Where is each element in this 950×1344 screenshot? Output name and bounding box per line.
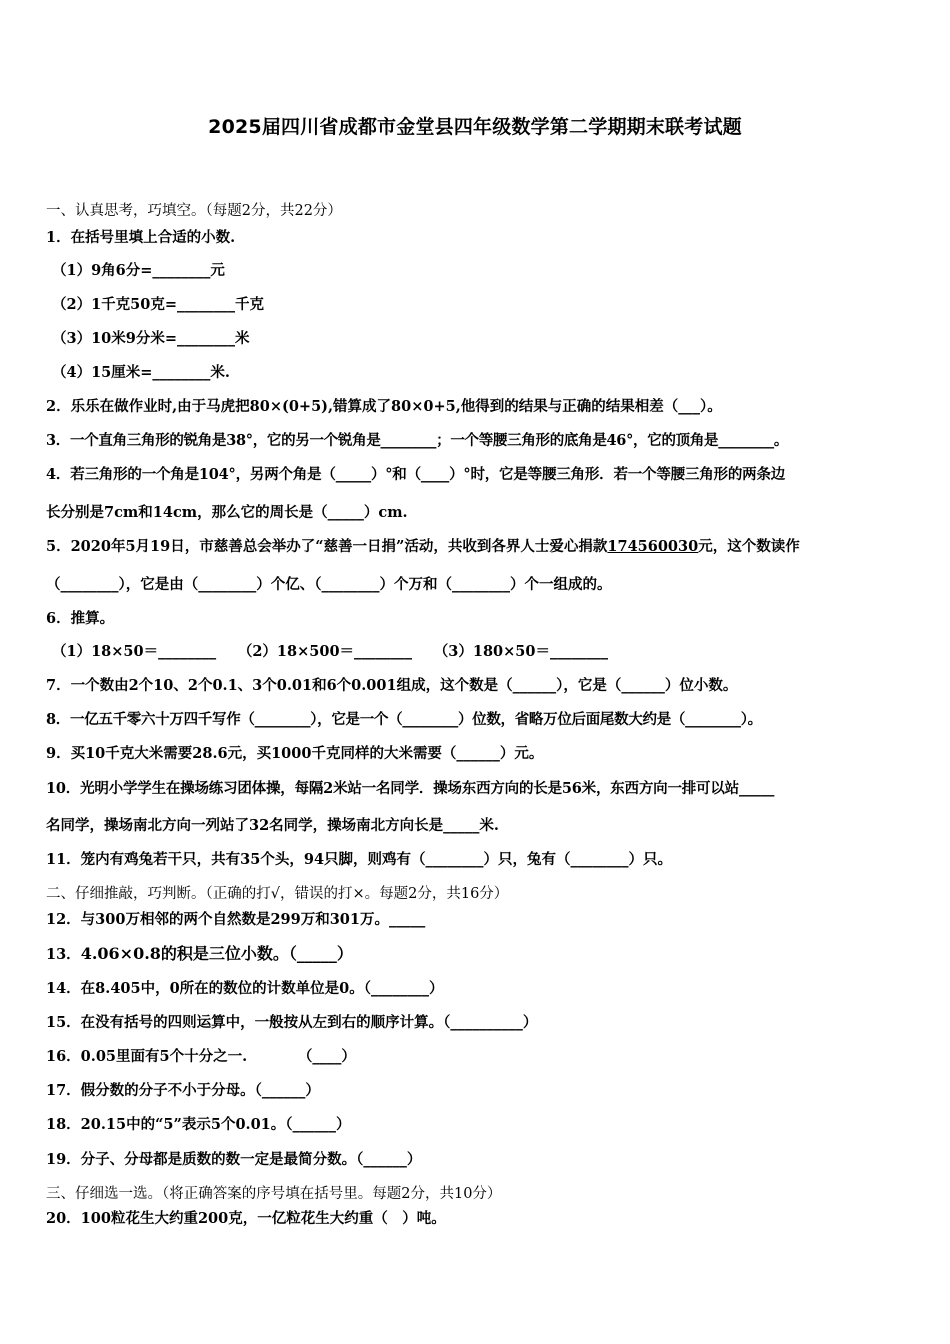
question-2: 2．乐乐在做作业时,由于马虎把80×(0+5),错算成了80×0+5,他得到的结果与正确的结果相差（___）。 [46,398,722,415]
question-19: 19．分子、分母都是质数的数一定是最简分数。（______） [46,1151,422,1168]
question-11: 11．笼内有鸡兔若干只，共有35个头，94只脚，则鸡有（________）只，兔有（________）只。 [46,851,673,868]
question-4-line-2: 长分别是7cm和14cm，那么它的周长是（_____）cm. [46,504,408,521]
question-10-line-1: 10．光明小学学生在操场练习团体操，每隔2米站一名同学．操场东西方向的长是56米，东西方向一排可以站_____ [46,780,775,797]
question-1-part-1: （1）9角6分=________元 [52,262,225,279]
question-5-text-end: 元，这个数读作 [698,538,800,555]
question-13-number: 13． [46,946,81,963]
question-10-line-2: 名同学，操场南北方向一列站了32名同学，操场南北方向长是_____米. [46,817,499,834]
question-1: 1．在括号里填上合适的小数. [46,229,236,246]
question-3: 3．一个直角三角形的锐角是38°，它的另一个锐角是________；一个等腰三角形的底角是46°，它的顶角是________。 [46,432,789,449]
question-17: 17．假分数的分子不小于分母。（______） [46,1082,320,1099]
section-3-heading: 三、仔细选一选。（将正确答案的序号填在括号里。每题2分，共10分） [46,1186,502,1202]
question-5-text-start: 5．2020年5月19日，市慈善总会举办了“慈善一日捐”活动，共收到各界人士爱心捐款 [46,538,608,555]
question-14: 14．在8.405中，0所在的数位的计数单位是0。（________） [46,980,444,997]
question-16: 16．0.05里面有5个十分之一. （____） [46,1048,356,1065]
question-6: 6．推算。 [46,610,115,627]
question-8: 8．一亿五千零六十万四千写作（________），它是一个（________）位数，省略万位后面尾数大约是（________）。 [46,711,762,728]
question-5-line-1 [46,538,920,556]
section-2-heading: 二、仔细推敲，巧判断。（正确的打√，错误的打×。每题2分，共16分） [46,886,509,902]
question-13-text: 4.06×0.8的积是三位小数。（_____） [80,944,353,963]
question-1-part-4: （4）15厘米=________米. [52,364,230,381]
question-5-line-2: （________），它是由（________）个亿、（________）个万和（________）个一组成的。 [46,576,612,593]
page-title: 2025届四川省成都市金堂县四年级数学第二学期期末联考试题 [208,116,742,138]
question-9: 9．买10千克大米需要28.6元，买1000千克同样的大米需要（______）元。 [46,745,544,762]
question-6-parts: （1）18×50＝________ （2）18×500＝________ （3）180×50＝________ [52,643,608,660]
question-12: 12．与300万相邻的两个自然数是299万和301万。_____ [46,911,426,928]
question-1-part-3: （3）10米9分米=________米 [52,330,250,347]
donation-amount: 174560030 [607,538,699,555]
question-20: 20．100粒花生大约重200克，一亿粒花生大约重（ ）吨。 [46,1210,446,1227]
question-15: 15．在没有括号的四则运算中，一般按从左到右的顺序计算。（__________） [46,1014,538,1031]
section-1-heading: 一、认真思考，巧填空。（每题2分，共22分） [46,203,342,219]
question-4-line-1: 4．若三角形的一个角是104°，另两个角是（_____）°和（____）°时，它是等腰三角形．若一个等腰三角形的两条边 [46,466,786,483]
question-18: 18．20.15中的“5”表示5个0.01。（______） [46,1116,351,1133]
question-1-part-2: （2）1千克50克=________千克 [52,296,265,313]
question-7: 7．一个数由2个10、2个0.1、3个0.01和6个0.001组成，这个数是（______），它是（______）位小数。 [46,677,738,694]
question-13 [46,945,920,964]
